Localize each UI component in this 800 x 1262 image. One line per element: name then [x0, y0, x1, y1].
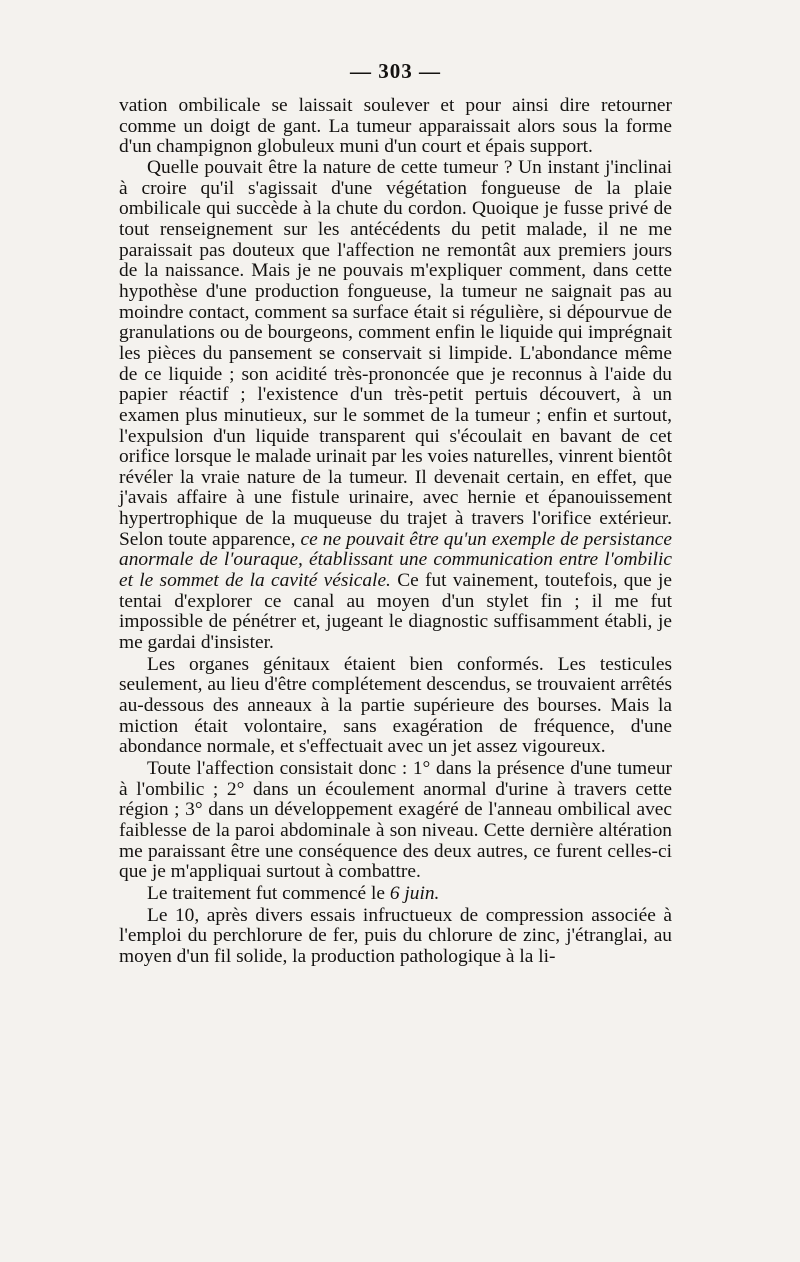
paragraph-ligature: [119, 906, 672, 968]
text-segment: Le 10, après divers essais infructueux de compression associée à l'emploi du perchlorure de fer, puis du chlorure de zinc, j'étranglai, au moyen d'un fil solide, la production pathologique à la li-: [119, 904, 672, 967]
paragraph-continuation: [119, 96, 672, 158]
text-segment: vation ombilicale se laissait soulever et pour ainsi dire retourner comme un doigt de gant. La tumeur apparaissait alors sous la forme d'un champignon globuleux muni d'un court et épais support.: [119, 95, 672, 158]
paragraph-treatment-start: [119, 884, 672, 905]
text-segment: Le traitement fut commencé le: [147, 882, 390, 904]
paragraph-genital-organs: [119, 655, 672, 758]
text-segment: Quelle pouvait être la nature de cette tumeur ? Un instant j'inclinai à croire qu'il s'agissait d'une végétation fongueuse de la plaie ombilicale qui succède à la chute du cordon. Quoique je fusse privé de tout renseignement sur les antécédents du petit malade, il ne me paraissait pas douteux que l'affection ne remontât aux premiers jours de la naissance. Mais je ne pouvais m'expliquer comment, dans cette hypothèse d'une production fongueuse, la tumeur ne saignait pas au moindre contact, comment sa surface était si régulière, si dépourvue de granulations ou de bourgeons, comment enfin le liquide qui imprégnait les pièces du pansement se conservait si limpide. L'abondance même de ce liquide ; son acidité très-prononcée que je reconnus à l'aide du papier réactif ; l'existence d'un très-petit pertuis découvert, à un examen plus minutieux, sur le sommet de la tumeur ; enfin et surtout, l'expulsion d'un liquide transparent qui s'écoulait en bavant de cet orifice lorsque le malade urinait par les voies naturelles, vinrent bientôt révéler la vraie nature de la tumeur. Il devenait certain, en effet, que j'avais affaire à une fistule urinaire, avec hernie et épanouissement hypertrophique de la muqueuse du trajet à travers l'orifice extérieur. Selon toute apparence,: [119, 156, 672, 550]
text-segment: Les organes génitaux étaient bien conformés. Les testicules seulement, au lieu d'être complétement descendus, se trouvaient arrêtés au-dessous des anneaux à la partie supérieure des bourses. Mais la miction était volontaire, sans exagération de fréquence, d'une abondance normale, et s'effectuait avec un jet assez vigoureux.: [119, 653, 672, 758]
paragraph-tumor-nature: [119, 158, 672, 654]
paragraph-affection-summary: [119, 759, 672, 883]
italic-date: 6 juin.: [389, 882, 440, 904]
text-segment: Toute l'affection consistait donc : 1° dans la présence d'une tumeur à l'ombilic ; 2° dans un écoulement anormal d'urine à travers cette région ; 3° dans un développement exagéré de l'anneau ombilical avec faiblesse de la paroi abdominale à son niveau. Cette dernière altération me paraissant être une conséquence des deux autres, ce furent celles-ci que je m'appliquai surtout à combattre.: [119, 758, 672, 883]
page-number: — 303 —: [350, 59, 441, 83]
book-page: [119, 60, 672, 968]
italic-diagnosis: ce ne pouvait être qu'un exemple de persistance anormale de l'ouraque, établissant une communication entre l'ombilic et le sommet de la cavité vésicale.: [119, 528, 672, 592]
text-segment: Ce fut vainement, toutefois, que je tentai d'explorer ce canal au moyen d'un stylet fin ; il me fut impossible de pénétrer et, jugeant le diagnostic suffisamment établi, je me gardai d'insister.: [119, 570, 672, 654]
